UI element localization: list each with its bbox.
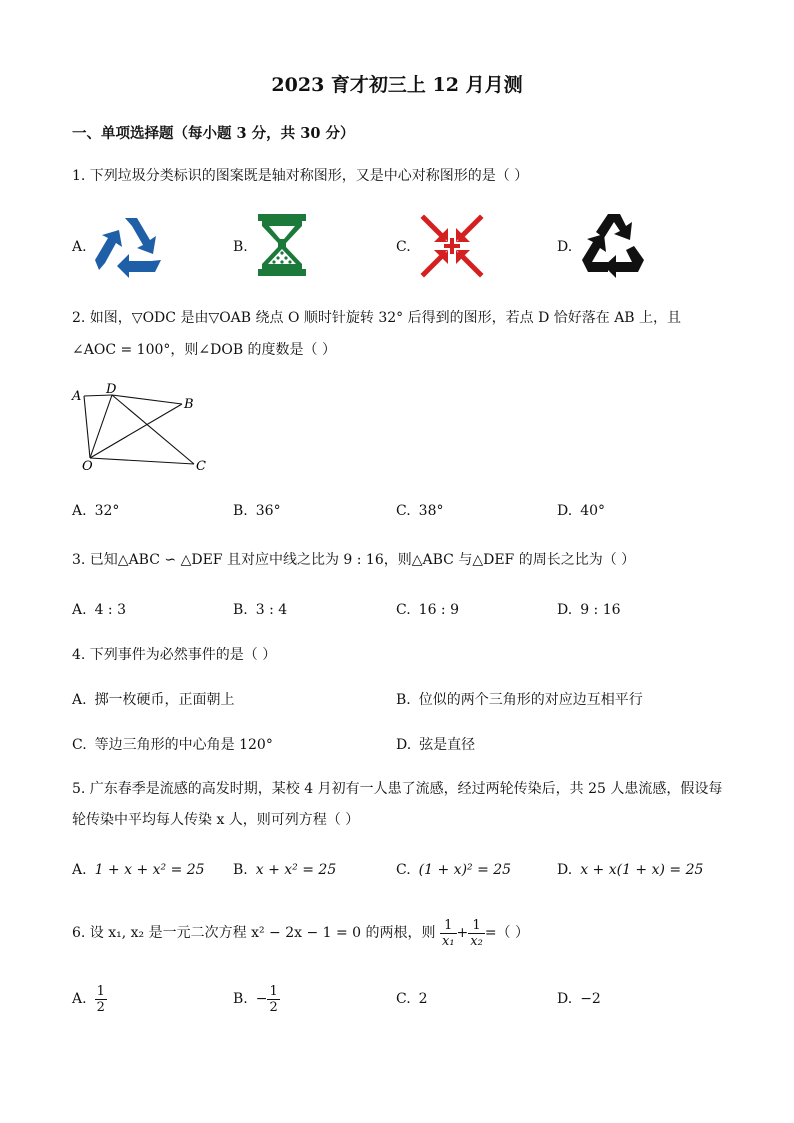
q2-option-b: B. 36° <box>233 503 281 519</box>
q3-option-a: A. 4 : 3 <box>72 602 126 618</box>
q6-option-b: B. − $\frac{1}{2}$ <box>233 983 278 1015</box>
q4-option-a: A. 掷一枚硬币，正面朝上 <box>72 692 235 708</box>
q1-option-c-label: C. <box>396 239 411 255</box>
q1-option-d-label: D. <box>557 239 573 255</box>
q4-option-d: D. 弦是直径 <box>396 737 476 753</box>
rotation-figure <box>70 382 220 474</box>
question-4-stem: 4. 下列事件为必然事件的是（ ） <box>72 647 277 663</box>
question-3-stem: 3. 已知△ABC ∽ △DEF 且对应中线之比为 9 : 16，则△ABC 与△DEF 的周长之比为（ ） <box>72 552 636 568</box>
q2-option-c: C. 38° <box>396 503 444 519</box>
q4-option-b: B. 位似的两个三角形的对应边互相平行 <box>396 692 643 708</box>
q3-option-c: C. 16 : 9 <box>396 602 460 618</box>
question-1-stem: 1. 下列垃圾分类标识的图案既是轴对称图形，又是中心对称图形的是（ ） <box>72 168 529 184</box>
section-heading: 一、单项选择题（每小题 3 分，共 30 分） <box>72 125 355 142</box>
question-5-stem-line1: 5. 广东春季是流感的高发时期，某校 4 月初有一人患了流感，经过两轮传染后，共 25 人患流感，假设每 <box>72 781 723 797</box>
hourglass-icon-green <box>256 212 308 278</box>
point-c-label: C <box>196 459 206 474</box>
q3-option-d: D. 9 : 16 <box>557 602 621 618</box>
segment-ob <box>90 404 182 458</box>
question-2-stem-line2: ∠AOC = 100°，则∠DOB 的度数是（ ） <box>72 342 337 358</box>
q6-option-a: A. $\frac{1}{2}$ <box>72 983 105 1015</box>
q2-option-d: D. 40° <box>557 503 606 519</box>
page-title: 2023 育才初三上 12 月月测 <box>271 74 523 96</box>
point-d-label: D <box>106 382 117 397</box>
segment-dc <box>112 395 194 464</box>
segment-db <box>112 395 182 404</box>
question-5-stem-line2: 轮传染中平均每人传染 x 人，则可列方程（ ） <box>72 812 360 828</box>
segment-oc <box>90 458 194 464</box>
question-6-stem: 6. 设 x₁, x₂ 是一元二次方程 x² − 2x − 1 = 0 的两根，则 $\frac{1}{\text{x₁}}$ + $\frac{1}{\text{x₂}}$ =（ ） <box>72 917 530 949</box>
q3-option-b: B. 3 : 4 <box>233 602 288 618</box>
q4-option-c: C. 等边三角形的中心角是 120° <box>72 737 273 753</box>
segment-ao <box>84 396 90 458</box>
recycle-icon-blue <box>95 214 165 278</box>
fraction-1-over-x1: $\frac{1}{\text{x₁}}$ <box>442 917 455 949</box>
q5-option-a: A. 1 + x + x² = 25 <box>72 862 205 878</box>
q1-option-a-label: A. <box>72 239 87 255</box>
q6-option-d: D. −2 <box>557 991 601 1007</box>
q5-option-c: C. (1 + x)² = 25 <box>396 862 512 878</box>
point-a-label: A <box>72 389 82 404</box>
q1-option-b-label: B. <box>233 239 248 255</box>
q2-option-a: A. 32° <box>72 503 120 519</box>
q6-option-c: C. 2 <box>396 991 428 1007</box>
q5-option-d: D. x + x(1 + x) = 25 <box>557 862 704 878</box>
point-b-label: B <box>184 397 194 412</box>
point-o-label: O <box>82 459 93 474</box>
fraction-1-over-x2: $\frac{1}{\text{x₂}}$ <box>470 917 483 949</box>
question-2-stem-line1: 2. 如图，▽ODC 是由▽OAB 绕点 O 顺时针旋转 32° 后得到的图形，若点 D 恰好落在 AB 上，且 <box>72 310 682 326</box>
recycle-icon-black <box>582 212 646 278</box>
segment-od <box>90 395 112 458</box>
q5-option-b: B. x + x² = 25 <box>233 862 337 878</box>
cross-arrows-icon-red <box>420 214 484 278</box>
